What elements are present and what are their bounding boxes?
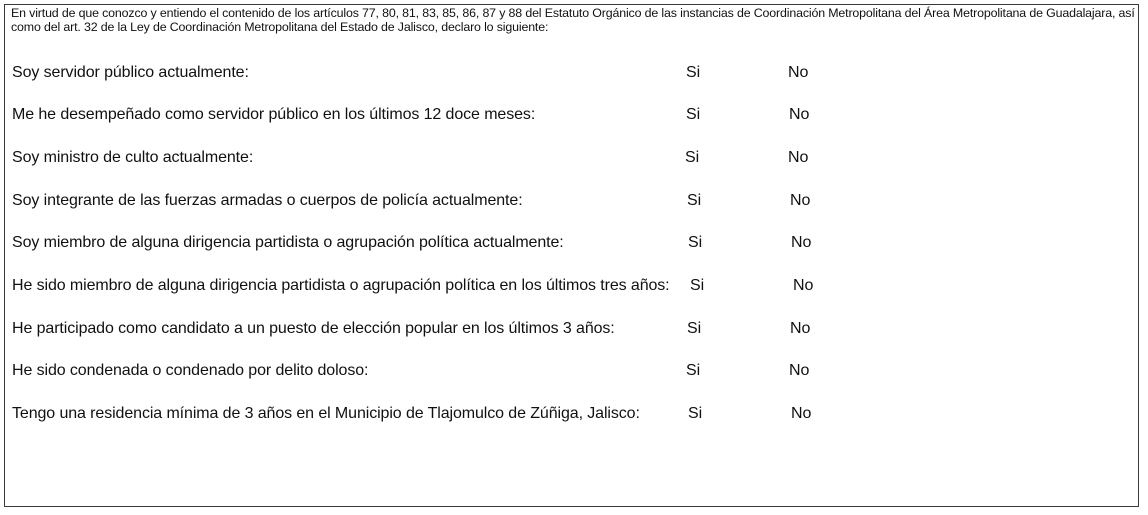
- question-row: [5, 103, 1135, 127]
- yes-option[interactable]: Si: [687, 320, 702, 337]
- declaration-box: [4, 4, 1139, 507]
- question-text: Soy miembro de alguna dirigencia partidista o agrupación política actualmente:: [12, 234, 564, 251]
- no-option[interactable]: No: [791, 405, 812, 422]
- no-option[interactable]: No: [790, 192, 811, 209]
- yes-option[interactable]: Si: [686, 64, 701, 81]
- yes-option[interactable]: Si: [687, 192, 702, 209]
- yes-option[interactable]: Si: [688, 405, 703, 422]
- no-option[interactable]: No: [788, 149, 809, 166]
- question-text: He sido condenada o condenado por delito doloso:: [12, 362, 369, 379]
- yes-option[interactable]: Si: [685, 149, 700, 166]
- question-row: [5, 61, 1135, 85]
- declaration-intro: En virtud de que conozco y entiendo el contenido de los artículos 77, 80, 81, 83, 85, 86, 87 y 88 del Estatuto Orgánico de las instancias de Coordinación Metropolitana del Área Metropolitana de Guadalajara, así como del art. 32 de la Ley de Coordinación Metropolitana del Estado de Jalisco, declaro lo siguiente:: [11, 6, 1135, 34]
- no-option[interactable]: No: [789, 106, 810, 123]
- question-row: [5, 189, 1135, 213]
- yes-option[interactable]: Si: [690, 277, 705, 294]
- no-option[interactable]: No: [793, 277, 814, 294]
- question-text: Soy integrante de las fuerzas armadas o cuerpos de policía actualmente:: [12, 192, 523, 209]
- question-row: [5, 146, 1135, 170]
- question-row: [5, 317, 1135, 341]
- no-option[interactable]: No: [789, 362, 810, 379]
- no-option[interactable]: No: [791, 234, 812, 251]
- question-row: [5, 402, 1135, 426]
- question-text: Soy servidor público actualmente:: [12, 64, 249, 81]
- question-text: Me he desempeñado como servidor público en los últimos 12 doce meses:: [12, 106, 536, 123]
- question-row: [5, 359, 1135, 383]
- question-text: Soy ministro de culto actualmente:: [12, 149, 254, 166]
- yes-option[interactable]: Si: [688, 234, 703, 251]
- question-text: Tengo una residencia mínima de 3 años en el Municipio de Tlajomulco de Zúñiga, Jalisco:: [12, 405, 640, 422]
- no-option[interactable]: No: [790, 320, 811, 337]
- question-text: He sido miembro de alguna dirigencia partidista o agrupación política en los últimos tres años:: [12, 277, 670, 294]
- question-row: [5, 274, 1135, 298]
- yes-option[interactable]: Si: [686, 362, 701, 379]
- yes-option[interactable]: Si: [686, 106, 701, 123]
- no-option[interactable]: No: [788, 64, 809, 81]
- question-row: [5, 231, 1135, 255]
- question-text: He participado como candidato a un puesto de elección popular en los últimos 3 años:: [12, 320, 615, 337]
